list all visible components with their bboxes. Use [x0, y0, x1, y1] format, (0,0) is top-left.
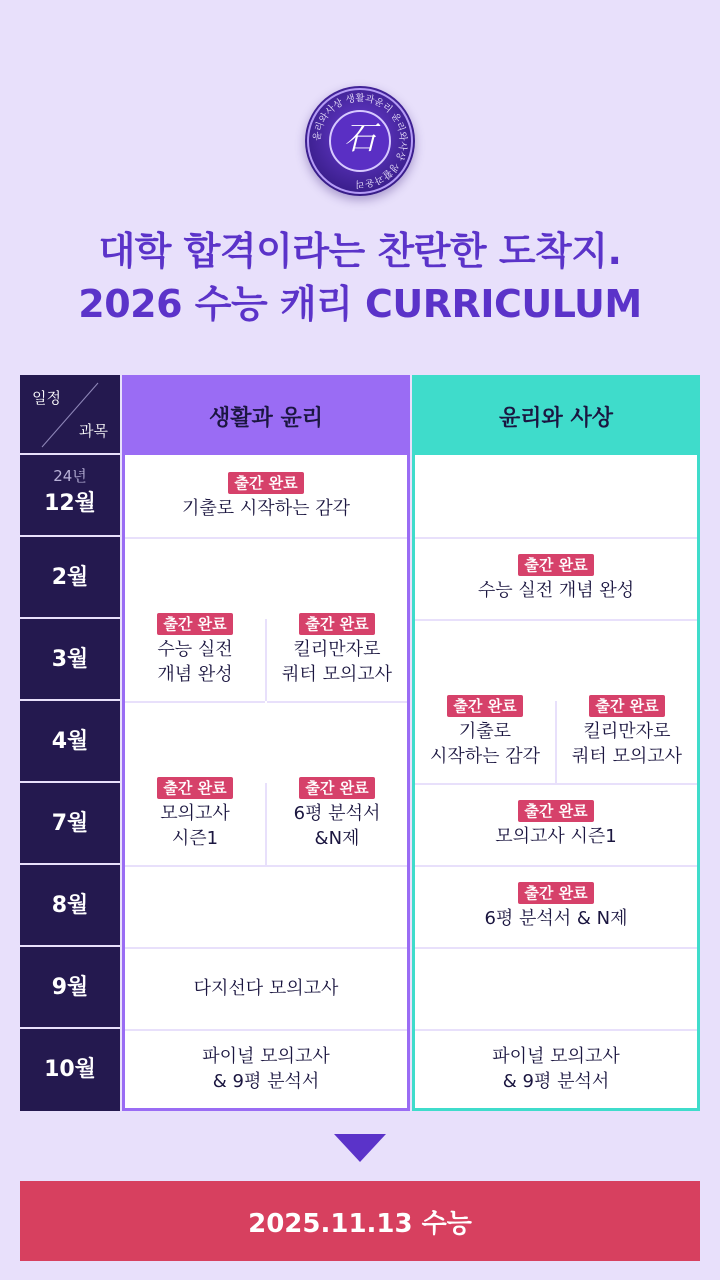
corner-header	[20, 375, 120, 455]
chevron-down-icon	[334, 1134, 386, 1164]
item-mar-life-b	[267, 599, 407, 701]
item-oct-life	[125, 1029, 407, 1108]
item-feb-ethics	[415, 537, 697, 619]
month-row-mar	[20, 619, 120, 701]
month-label: 8월	[51, 893, 89, 918]
book-title-line2: 시즌1	[171, 828, 219, 849]
book-title-line2: 시작하는 감각	[429, 746, 541, 767]
item-aug-ethics	[415, 865, 697, 947]
book-title-line2: 개념 완성	[157, 664, 233, 685]
item-apr-ethics-a	[415, 681, 555, 783]
corner-label-subject: 과목	[79, 422, 108, 440]
book-title: 모의고사 시즌1	[495, 825, 617, 847]
book-title: 6평 분석서 & N제	[484, 907, 628, 929]
published-badge: 출간 완료	[299, 777, 374, 799]
subject-column-life-ethics	[122, 375, 410, 1111]
published-badge: 출간 완료	[518, 882, 593, 904]
row-divider	[125, 537, 407, 539]
book-title-line2: & 9평 분석서	[212, 1070, 320, 1092]
book-title-line1: 킬리만자로	[583, 721, 671, 742]
month-row-sep	[20, 947, 120, 1029]
logo-character: 石	[343, 119, 376, 157]
published-badge: 출간 완료	[447, 695, 522, 717]
published-badge: 출간 완료	[228, 472, 303, 494]
item-jul-life-a	[125, 763, 265, 865]
subject-column-ethics-thought	[412, 375, 700, 1111]
book-title-line1: 모의고사	[160, 803, 230, 824]
book-title: 기출로 시작하는 감각	[182, 497, 350, 519]
month-label: 3월	[51, 647, 89, 672]
published-badge: 출간 완료	[518, 800, 593, 822]
item-jul-life-b	[267, 763, 407, 865]
row-divider	[415, 619, 697, 621]
year-label: 24년	[53, 467, 87, 485]
exam-date-label: 2025.11.13 수능	[248, 1208, 472, 1239]
month-column	[20, 375, 120, 1111]
month-row-dec	[20, 455, 120, 537]
published-badge: 출간 완료	[299, 613, 374, 635]
row-divider	[125, 701, 265, 703]
month-row-feb	[20, 537, 120, 619]
book-title-line1: 수능 실전	[157, 639, 233, 660]
published-badge: 출간 완료	[518, 554, 593, 576]
item-dec-life	[125, 455, 407, 537]
published-badge: 출간 완료	[157, 613, 232, 635]
book-title-line1: 킬리만자로	[293, 639, 381, 660]
curriculum-table	[20, 375, 700, 1111]
item-oct-ethics	[415, 1029, 697, 1108]
book-title-line1: 6평 분석서	[293, 803, 381, 824]
logo-ring-text: 윤리와사상 생활과윤리 윤리와사상 생활과윤리	[311, 92, 409, 190]
row-divider	[415, 947, 697, 949]
month-label: 4월	[51, 729, 89, 754]
item-apr-ethics-b	[557, 681, 697, 783]
book-title: 수능 실전 개념 완성	[477, 579, 635, 601]
book-title-line2: &N제	[314, 828, 360, 849]
month-label: 7월	[51, 811, 89, 836]
month-row-jul	[20, 783, 120, 865]
book-title: 다지선다 모의고사	[193, 977, 339, 999]
corner-label-schedule: 일정	[32, 389, 61, 407]
book-title-line1: 파이널 모의고사	[492, 1045, 620, 1067]
month-row-oct	[20, 1029, 120, 1111]
brand-logo	[305, 86, 415, 196]
book-title-line2: 쿼터 모의고사	[281, 664, 393, 685]
month-label: 9월	[51, 975, 89, 1000]
month-row-aug	[20, 865, 120, 947]
book-title-line1: 파이널 모의고사	[202, 1045, 330, 1067]
item-sep-life	[125, 947, 407, 1029]
month-label: 10월	[44, 1057, 96, 1082]
book-title-line2: & 9평 분석서	[502, 1070, 610, 1092]
headline-line1: 대학 합격이라는 찬란한 도착지.	[98, 229, 622, 273]
month-label: 2월	[51, 565, 89, 590]
book-title-line1: 기출로	[458, 721, 512, 742]
book-title-line2: 쿼터 모의고사	[571, 746, 683, 767]
month-label: 12월	[44, 491, 96, 516]
published-badge: 출간 완료	[157, 777, 232, 799]
exam-date-banner	[20, 1181, 700, 1261]
item-jul-ethics	[415, 783, 697, 865]
subject-header-ethics-thought: 윤리와 사상	[415, 378, 697, 455]
row-divider	[267, 701, 407, 703]
item-mar-life-a	[125, 599, 265, 701]
row-divider	[125, 865, 407, 867]
headline-line2: 2026 수능 캐리 CURRICULUM	[78, 282, 642, 326]
month-row-apr	[20, 701, 120, 783]
subject-header-life-ethics: 생활과 윤리	[125, 378, 407, 455]
published-badge: 출간 완료	[589, 695, 664, 717]
